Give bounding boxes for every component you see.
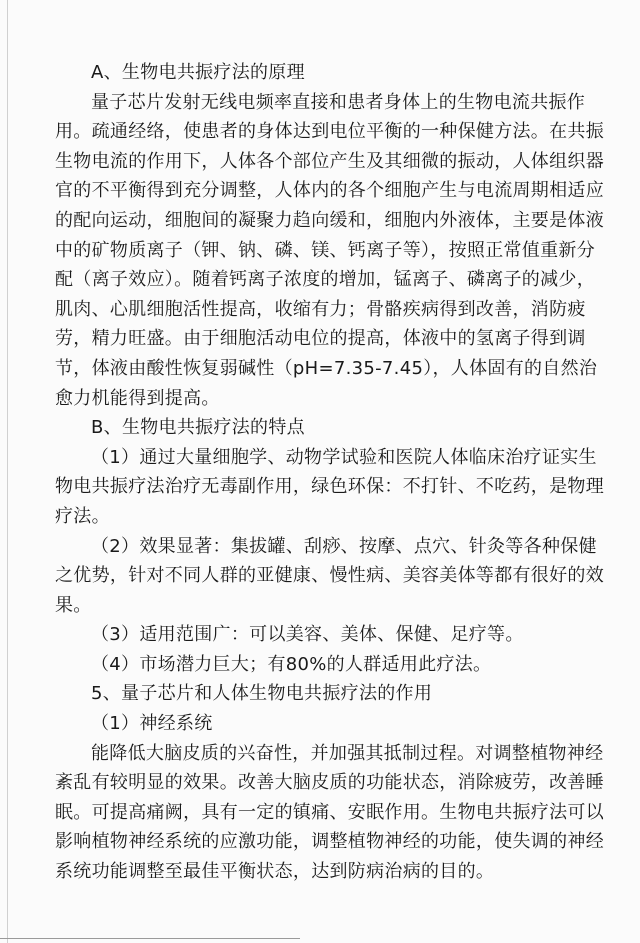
section-heading-a: A、生物电共振疗法的原理	[91, 62, 305, 83]
paragraph-line: 肌肉、心肌细胞活性提高，收缩有力；骨骼疾病得到改善，消防疲	[55, 298, 586, 320]
paragraph-line: 眠。可提高痛阙，具有一定的镇痛、安眠作用。生物电共振疗法可以	[55, 801, 604, 823]
list-item-line: （2）效果显著：集拔罐、刮痧、按摩、点穴、针灸等各种保健	[91, 535, 597, 557]
page-bottom-rule	[0, 938, 300, 939]
list-item-line: 物电共振疗法治疗无毒副作用，绿色环保：不打针、不吃药，是物理	[55, 476, 604, 498]
paragraph-line: 紊乱有较明显的效果。改善大脑皮质的功能状态，消除疲劳，改善睡	[55, 772, 604, 794]
list-item-line: 果。	[55, 594, 92, 616]
section-heading-b: B、生物电共振疗法的特点	[91, 417, 305, 439]
paragraph-line: 官的不平衡得到充分调整，人体内的各个细胞产生与电流周期相适应	[55, 180, 604, 202]
paragraph-line: 量子芯片发射无线电频率直接和患者身体上的生物电流共振作	[91, 91, 586, 113]
paragraph-line: 生物电流的作用下，人体各个部位产生及其细微的振动，人体组织器	[55, 150, 604, 172]
list-item-line: （3）适用范围广：可以美容、美体、保健、足疗等。	[91, 624, 524, 646]
section-heading-5: 5、量子芯片和人体生物电共振疗法的作用	[91, 683, 433, 705]
paragraph-line: 用。疏通经络，使患者的身体达到电位平衡的一种保健方法。在共振	[55, 121, 604, 143]
paragraph-line: 节，体液由酸性恢复弱碱性（pH=7.35-7.45），人体固有的自然治	[55, 357, 598, 379]
paragraph-line: 系统功能调整至最佳平衡状态，达到防病治病的目的。	[55, 861, 495, 883]
list-item-line: （1）通过大量细胞学、动物学试验和医院人体临床治疗证实生	[91, 446, 597, 468]
paragraph-line: 影响植物神经系统的应激功能，调整植物神经的功能，使失调的神经	[55, 831, 604, 853]
list-item-line: （4）市场潜力巨大；有80%的人群适用此疗法。	[91, 653, 492, 675]
subsection-heading: （1）神经系统	[91, 713, 213, 735]
document-body	[55, 58, 615, 887]
paragraph-line: 中的矿物质离子（钾、钠、磷、镁、钙离子等），按照正常值重新分	[55, 239, 595, 261]
page-left-edge	[7, 0, 8, 943]
paragraph-line: 劳，精力旺盛。由于细胞活动电位的提高，体液中的氢离子得到调	[55, 328, 586, 350]
paragraph-line: 的配向运动，细胞间的凝聚力趋向缓和，细胞内外液体，主要是体液	[55, 209, 604, 231]
list-item-line: 之优势，针对不同人群的亚健康、慢性病、美容美体等都有很好的效	[55, 565, 604, 587]
list-item-line: 疗法。	[55, 505, 110, 527]
paragraph-line: 愈力机能得到提高。	[55, 387, 220, 409]
paragraph-line: 能降低大脑皮质的兴奋性，并加强其抵制过程。对调整植物神经	[91, 742, 604, 764]
paragraph-line: 配（离子效应）。随着钙离子浓度的增加，锰离子、磷离子的减少，	[55, 269, 595, 291]
